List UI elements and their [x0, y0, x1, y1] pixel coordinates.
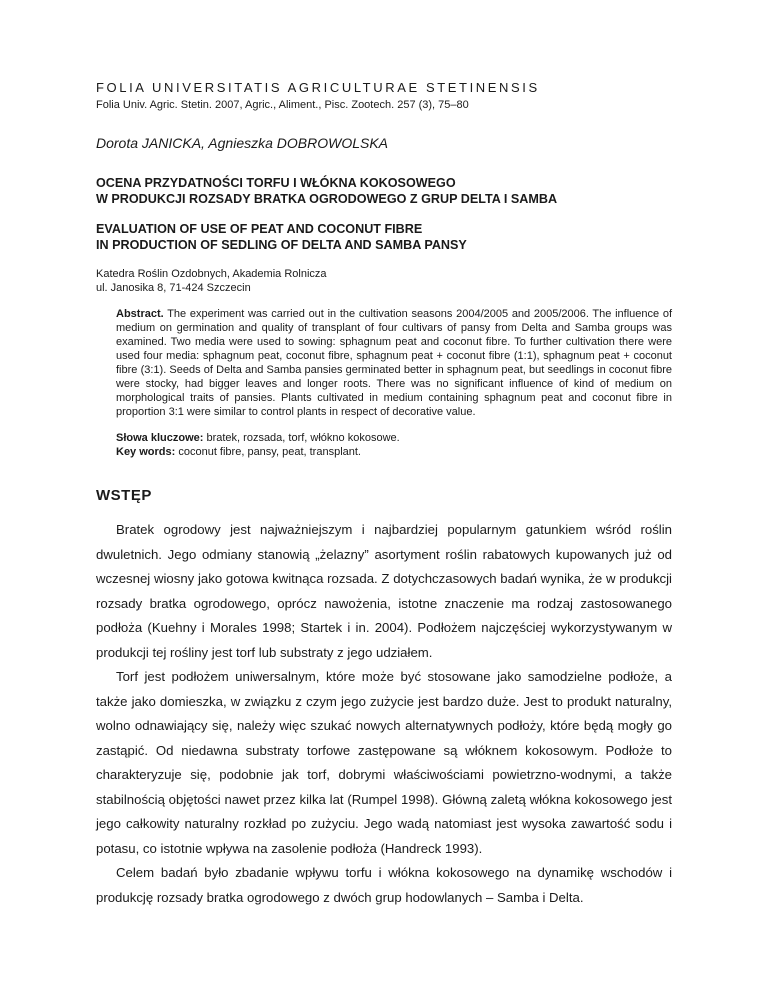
body-paragraph: Celem badań było zbadanie wpływu torfu i włókna kokosowego na dynamikę wschodów i produkcję rozsady bratka ogrodowego z dwóch grup hodowlanych – Samba i Delta.	[96, 865, 672, 905]
title-english-line2: IN PRODUCTION OF SEDLING OF DELTA AND SAMBA PANSY	[96, 238, 467, 252]
affiliation	[96, 267, 672, 295]
body-paragraph: Torf jest podłożem uniwersalnym, które może być stosowane jako samodzielne podłoże, a także jako domieszka, w związku z czym jego zużycie jest bardzo duże. Jest to produkt naturalny, wolno odnawiający się, należy więc szukać nowych alternatywnych podłoży, które będą mogły go zastąpić. Od niedawna substraty torfowe zastępowane są włóknem kokosowym. Podłoże to charakteryzuje się, podobnie jak torf, dobrymi właściwościami powietrzno-wodnymi, a także stabilnością objętości nawet przez kilka lat (Rumpel 1998). Główną zaletą włókna kokosowego jest jego całkowity naturalny rozkład po zużyciu. Jego wadą natomiast jest wysoka zawartość sodu i potasu, co istotnie wpływa na zasolenie podłoża (Handreck 1993).	[96, 669, 672, 856]
affiliation-department: Katedra Roślin Ozdobnych, Akademia Rolnicza	[96, 268, 327, 280]
abstract-text: The experiment was carried out in the cultivation seasons 2004/2005 and 2005/2006. The influence of medium on germination and quality of transplant of four cultivars of pansy from Delta and Samba groups was examined. Two media were used to sowing: sphagnum peat and coconut fibre. To further cultivation there were used four media: sphagnum peat, coconut fibre, sphagnum peat + coconut fibre (1:1), sphagnum peat + coconut fibre (3:1). Seeds of Delta and Samba pansies germinated better in sphagnum peat, but seedlings in coconut fibre were stocky, had bigger leaves and longer roots. There was no significant influence of kind of medium on morphological traits of pansies. Plants cultivated in medium containing sphagnum peat and coconut fibre in proportion 3:1 were similar to control plants in respect of decorative value.	[116, 308, 672, 418]
keywords-english	[116, 445, 672, 459]
keywords-polish-text: bratek, rozsada, torf, włókno kokosowe.	[203, 432, 400, 444]
affiliation-address: ul. Janosika 8, 71-424 Szczecin	[96, 282, 251, 294]
authors: Dorota JANICKA, Agnieszka DOBROWOLSKA	[96, 135, 389, 151]
journal-citation: Folia Univ. Agric. Stetin. 2007, Agric., Aliment., Pisc. Zootech. 257 (3), 75–80	[96, 99, 469, 111]
title-polish	[96, 175, 672, 207]
section-body	[96, 518, 672, 910]
title-polish-line1: OCENA PRZYDATNOŚCI TORFU I WŁÓKNA KOKOSOWEGO	[96, 176, 456, 190]
abstract-label: Abstract.	[116, 308, 164, 320]
keywords-polish-label: Słowa kluczowe:	[116, 432, 204, 444]
section-heading: WSTĘP	[96, 487, 152, 504]
document-page	[96, 80, 672, 910]
abstract	[116, 307, 672, 419]
keywords	[116, 431, 672, 459]
title-english-line1: EVALUATION OF USE OF PEAT AND COCONUT FIBRE	[96, 222, 423, 236]
keywords-english-text: coconut fibre, pansy, peat, transplant.	[175, 446, 361, 458]
journal-name: FOLIA UNIVERSITATIS AGRICULTURAE STETINENSIS	[96, 80, 540, 95]
keywords-english-label: Key words:	[116, 446, 176, 458]
keywords-polish	[116, 431, 672, 445]
body-paragraph: Bratek ogrodowy jest najważniejszym i najbardziej popularnym gatunkiem wśród roślin dwuletnich. Jego odmiany stanowią „żelazny” asortyment roślin rabatowych kupowanych już od wczesnej wiosny jako gotowa kwitnąca rozsada. Z dotychczasowych badań wynika, że w produkcji rozsady bratka ogrodowego, oprócz nawożenia, istotne znaczenie ma rodzaj zastosowanego podłoża (Kuehny i Morales 1998; Startek i in. 2004). Podłożem najczęściej wykorzystywanym w produkcji tej rośliny jest torf lub substraty z jego udziałem.	[96, 522, 672, 660]
title-polish-line2: W PRODUKCJI ROZSADY BRATKA OGRODOWEGO Z GRUP DELTA I SAMBA	[96, 192, 558, 206]
title-english	[96, 221, 672, 253]
